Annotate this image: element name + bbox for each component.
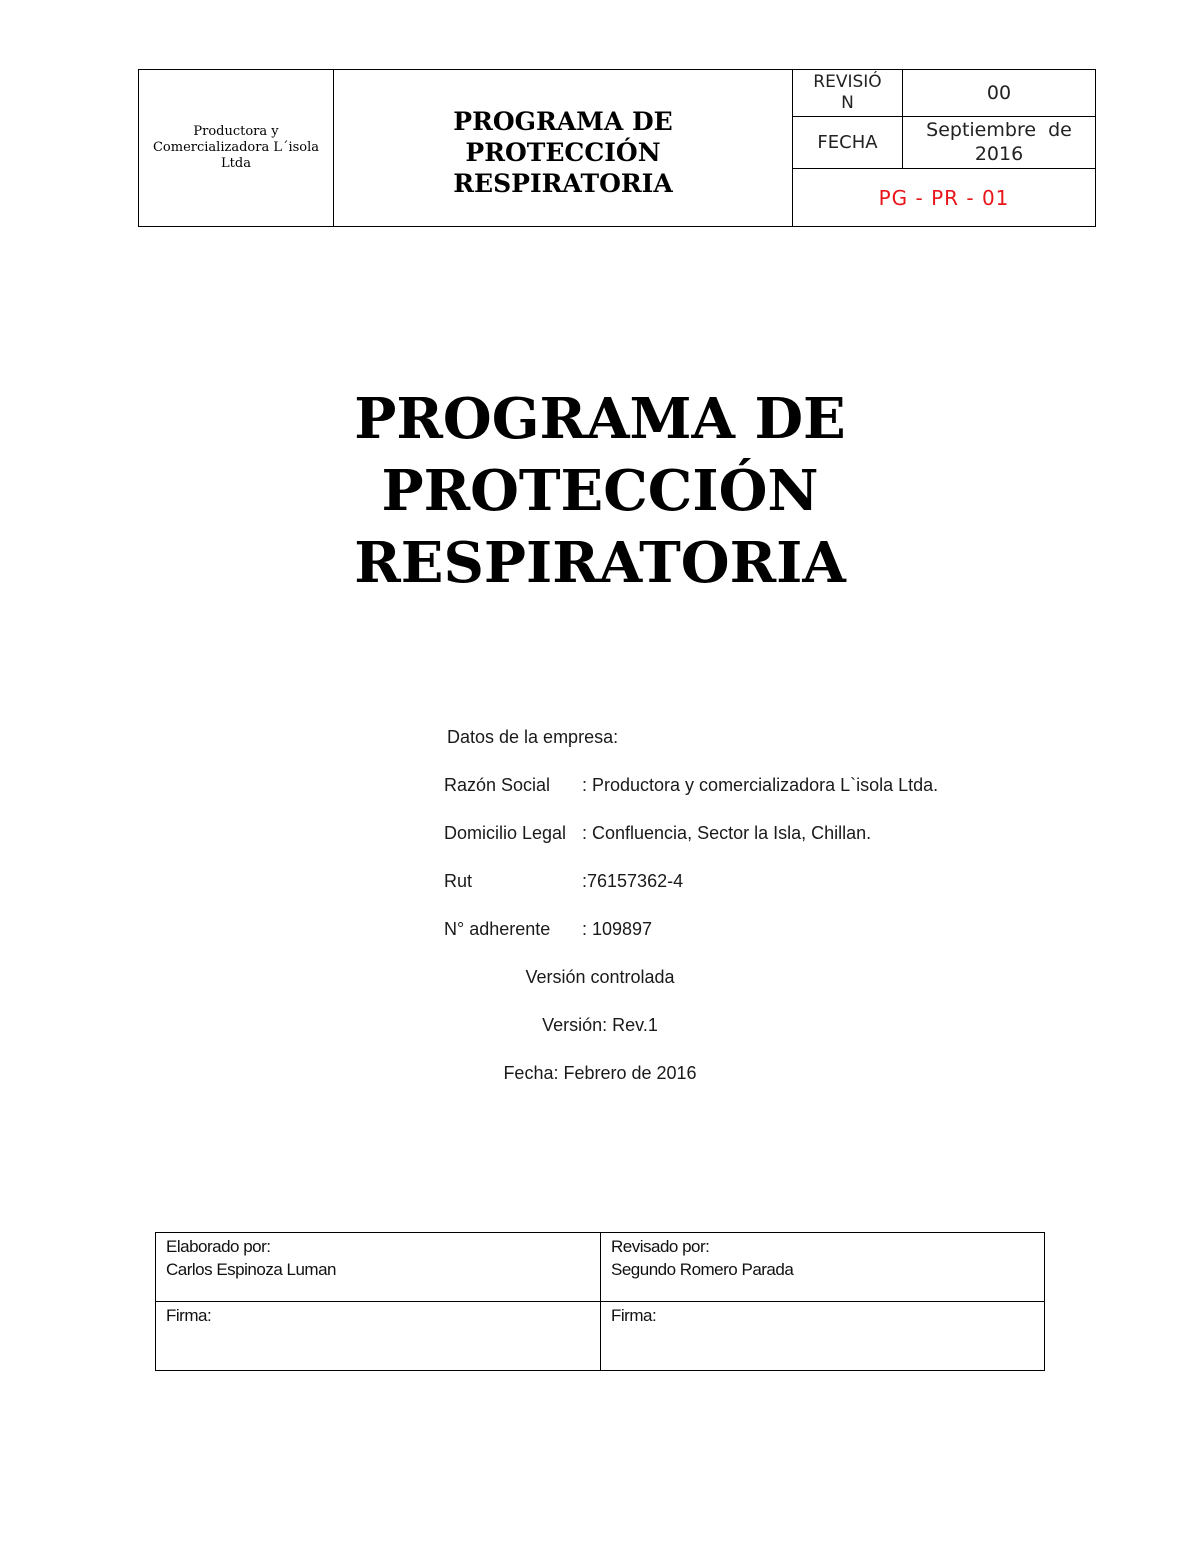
revision-label-line-1: REVISIÓ	[813, 72, 882, 92]
header-title	[334, 70, 793, 226]
document-header-table	[138, 69, 1096, 227]
field-label-adherente: N° adherente	[444, 919, 551, 939]
reviewed-by-name: Segundo Romero Parada	[611, 1260, 794, 1279]
prepared-by-label: Elaborado por:	[166, 1237, 271, 1256]
main-title-line-3: RESPIRATORIA	[354, 530, 846, 596]
field-value-domicilio: : Confluencia, Sector la Isla, Chillan.	[582, 823, 872, 843]
date-label: FECHA	[793, 117, 903, 169]
field-label-rut: Rut	[444, 871, 473, 891]
revision-label	[793, 70, 903, 117]
version-number: Versión: Rev.1	[542, 1015, 658, 1035]
revision-label-line-2: N	[841, 93, 854, 113]
main-title-line-1: PROGRAMA DE	[354, 386, 846, 452]
signature-table	[155, 1232, 1045, 1371]
revision-value: 00	[903, 70, 1095, 117]
version-date: Fecha: Febrero de 2016	[503, 1063, 697, 1083]
company-data-heading: Datos de la empresa:	[447, 727, 619, 747]
reviewed-by-cell	[601, 1233, 1044, 1302]
reviewed-by-label: Revisado por:	[611, 1237, 710, 1256]
field-label-razon-social: Razón Social	[444, 775, 551, 795]
field-value-rut: :76157362-4	[582, 871, 684, 891]
signature-left-cell	[156, 1302, 601, 1370]
header-title-line-1: PROGRAMA DE	[453, 106, 673, 136]
signature-right-cell	[601, 1302, 1044, 1370]
main-title-line-2: PROTECCIÓN	[381, 458, 819, 524]
header-title-line-2: PROTECCIÓN	[465, 137, 661, 167]
company-name: Productora y Comercializadora L´isola Ltda	[139, 70, 334, 226]
date-value-line-1: Septiembre de	[926, 119, 1072, 141]
prepared-by-name: Carlos Espinoza Luman	[166, 1260, 336, 1279]
signature-left-label: Firma:	[166, 1306, 212, 1325]
field-value-razon-social: : Productora y comercializadora L`isola Ltda.	[582, 775, 939, 795]
signature-right-label: Firma:	[611, 1306, 657, 1325]
prepared-by-cell	[156, 1233, 601, 1302]
controlled-version: Versión controlada	[525, 967, 675, 987]
document-code: PG - PR - 01	[878, 185, 1010, 210]
date-value	[903, 117, 1095, 169]
field-value-adherente: : 109897	[582, 919, 653, 939]
field-label-domicilio: Domicilio Legal	[444, 823, 567, 843]
main-title	[0, 383, 1200, 599]
date-value-line-2: 2016	[974, 143, 1024, 165]
header-title-line-3: RESPIRATORIA	[453, 168, 673, 198]
